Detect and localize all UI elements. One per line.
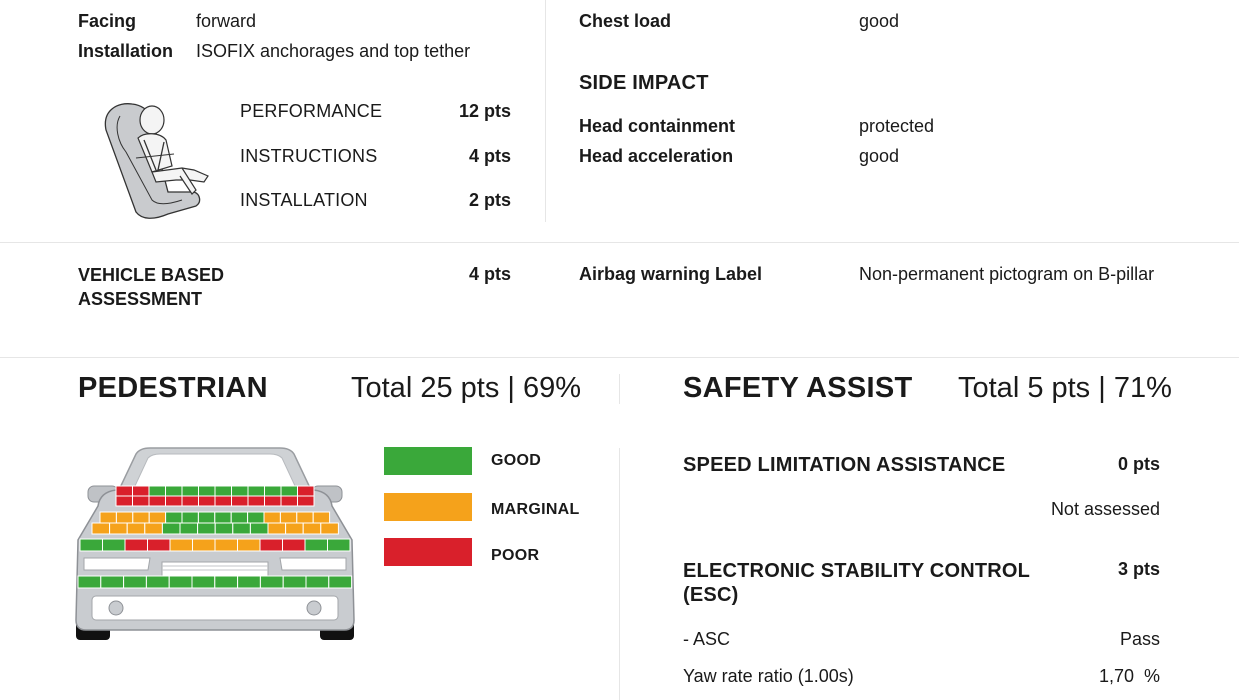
installation-label: Installation [78, 41, 174, 61]
pedestrian-grid-cell [232, 486, 249, 496]
pedestrian-grid-cell [281, 486, 298, 496]
pedestrian-grid-cell [260, 576, 283, 588]
pedestrian-grid-cell [329, 576, 352, 588]
pedestrian-grid-cell [286, 523, 304, 534]
column-divider-bottom-lower [619, 448, 620, 700]
pedestrian-grid-cell [127, 523, 145, 534]
pedestrian-grid-cell [215, 576, 238, 588]
pedestrian-grid-cell [180, 523, 198, 534]
pedestrian-grid-cell [100, 512, 116, 523]
head-containment-label: Head containment [579, 116, 736, 136]
pedestrian-grid-cell [303, 523, 321, 534]
child-seat-details [0, 0, 540, 230]
pedestrian-grid-cell [125, 539, 148, 551]
pedestrian-grid-cell [283, 576, 306, 588]
pedestrian-grid-cell [133, 512, 149, 523]
pedestrian-grid-cell [198, 523, 216, 534]
score-points-instructions: 4 pts [468, 146, 511, 166]
vehicle-based-points: 4 pts [468, 264, 511, 284]
pedestrian-grid-cell [321, 523, 339, 534]
child-seat-illustration [96, 96, 220, 222]
pedestrian-grid-cell [133, 486, 150, 496]
side-impact-title: SIDE IMPACT [579, 72, 709, 94]
chest-load-value: good [859, 11, 900, 31]
pedestrian-grid-cell [298, 496, 315, 506]
pedestrian-title: PEDESTRIAN [78, 372, 268, 404]
pedestrian-grid-cell [166, 486, 183, 496]
pedestrian-grid-cell [145, 523, 163, 534]
pedestrian-grid-cell [92, 523, 110, 534]
pedestrian-grid-cell [313, 512, 329, 523]
pedestrian-grid-cell [116, 496, 133, 506]
pedestrian-grid-cell [238, 539, 261, 551]
pedestrian-grid-cell [306, 576, 329, 588]
score-label-performance: PERFORMANCE [240, 101, 383, 121]
pedestrian-grid-cell [162, 523, 180, 534]
pedestrian-grid-cell [199, 486, 216, 496]
pedestrian-grid-cell [238, 576, 261, 588]
pedestrian-grid-cell [166, 496, 183, 506]
sla-title: SPEED LIMITATION ASSISTANCE [683, 454, 1006, 476]
pedestrian-grid-cell [280, 512, 296, 523]
pedestrian-grid-cell [215, 523, 233, 534]
pedestrian-grid-cell [215, 486, 232, 496]
pedestrian-grid-cell [248, 486, 265, 496]
pedestrian-grid-cell [215, 496, 232, 506]
pedestrian-grid-cell [268, 523, 286, 534]
pedestrian-grid-cell [149, 512, 165, 523]
pedestrian-grid-cell [124, 576, 147, 588]
facing-label: Facing [78, 11, 137, 31]
pedestrian-grid-cell [110, 523, 128, 534]
safety-assist-total: Total 5 pts | 71% [958, 372, 1172, 404]
pedestrian-grid-cell [198, 512, 214, 523]
pedestrian-grid-cell [192, 576, 215, 588]
pedestrian-grid-cell [250, 523, 268, 534]
legend-label-good: GOOD [491, 452, 542, 469]
pedestrian-grid-cell [78, 576, 101, 588]
esc-asc-label: - ASC [683, 629, 731, 649]
pedestrian-grid-cell [116, 512, 132, 523]
pedestrian-grid-cell [149, 496, 166, 506]
pedestrian-total: Total 25 pts | 69% [351, 372, 582, 404]
head-containment-value: protected [859, 116, 935, 136]
pedestrian-grid-cell [248, 496, 265, 506]
pedestrian-grid-cell [297, 512, 313, 523]
esc-points: 3 pts [1117, 559, 1160, 579]
legend-swatch-marginal [384, 493, 472, 521]
pedestrian-grid-cell [199, 496, 216, 506]
score-label-installation: INSTALLATION [240, 190, 368, 210]
legend-swatch-good [384, 447, 472, 475]
pedestrian-grid-cell [215, 539, 238, 551]
head-acceleration-label: Head acceleration [579, 146, 734, 166]
pedestrian-grid-cell [232, 496, 249, 506]
pedestrian-grid-cell [265, 496, 282, 506]
pedestrian-grid-cell [305, 539, 328, 551]
head-acceleration-value: good [859, 146, 900, 166]
pedestrian-grid-cell [148, 539, 171, 551]
pedestrian-grid-cell [116, 486, 133, 496]
airbag-warning-label: Airbag warning Label [579, 264, 763, 284]
pedestrian-grid-cell [146, 576, 169, 588]
pedestrian-grid-cell [215, 512, 231, 523]
section-divider-1 [0, 242, 1239, 243]
esc-asc-value: Pass [1119, 629, 1160, 649]
pedestrian-grid-cell [328, 539, 351, 551]
pedestrian-grid-cell [182, 496, 199, 506]
pedestrian-grid-cell [149, 486, 166, 496]
pedestrian-grid-cell [233, 523, 251, 534]
pedestrian-grid-cell [231, 512, 247, 523]
pedestrian-grid-cell [182, 512, 198, 523]
esc-title-line2: (ESC) [683, 584, 739, 606]
chest-load-label: Chest load [579, 11, 672, 31]
pedestrian-grid-cell [133, 496, 150, 506]
pedestrian-grid-cell [80, 539, 103, 551]
pedestrian-grid-cell [264, 512, 280, 523]
pedestrian-grid-cell [103, 539, 126, 551]
legend-label-poor: POOR [491, 547, 540, 564]
pedestrian-grid-cell [170, 539, 193, 551]
pedestrian-grid-cell [182, 486, 199, 496]
vehicle-based-title-line1: VEHICLE BASED [78, 265, 225, 285]
esc-yaw-label: Yaw rate ratio (1.00s) [683, 666, 854, 686]
score-points-installation: 2 pts [468, 190, 511, 210]
column-divider-top [545, 0, 546, 222]
pedestrian-grid-cell [193, 539, 216, 551]
esc-yaw-value: 1,70 % [1098, 666, 1160, 686]
facing-value: forward [196, 11, 257, 31]
pedestrian-grid-cell [283, 539, 306, 551]
safety-assist-title: SAFETY ASSIST [683, 372, 913, 404]
pedestrian-grid-cell [166, 512, 182, 523]
legend-label-marginal: MARGINAL [491, 501, 580, 518]
legend-swatch-poor [384, 538, 472, 566]
sla-status: Not assessed [1050, 499, 1160, 519]
pedestrian-grid-cell [260, 539, 283, 551]
section-divider-2 [0, 357, 1239, 358]
airbag-warning-value: Non-permanent pictogram on B-pillar [859, 264, 1155, 284]
pedestrian-grid-cell [248, 512, 264, 523]
esc-title-line1: ELECTRONIC STABILITY CONTROL [683, 560, 1031, 582]
pedestrian-grid-cell [101, 576, 124, 588]
column-divider-bottom [619, 374, 620, 404]
pedestrian-grid-cell [265, 486, 282, 496]
installation-value: ISOFIX anchorages and top tether [196, 41, 471, 61]
score-label-instructions: INSTRUCTIONS [240, 146, 378, 166]
vehicle-based-title-line2: ASSESSMENT [78, 289, 203, 309]
pedestrian-car-diagram [70, 444, 366, 644]
pedestrian-grid-cell [298, 486, 315, 496]
pedestrian-grid-cell [281, 496, 298, 506]
score-points-performance: 12 pts [458, 101, 511, 121]
sla-points: 0 pts [1117, 454, 1160, 474]
pedestrian-grid-cell [169, 576, 192, 588]
